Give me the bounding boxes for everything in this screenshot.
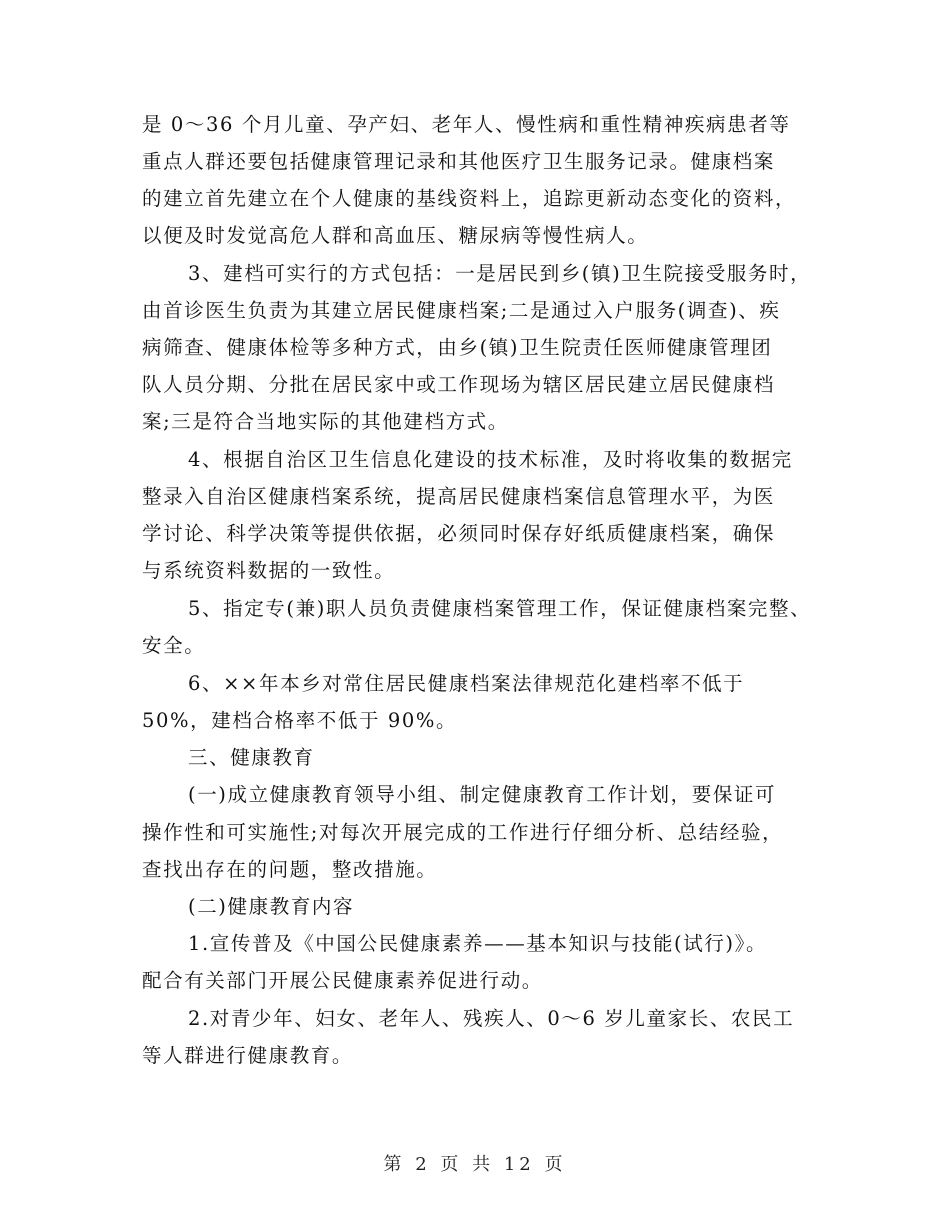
paragraph-line: 以便及时发觉高危人群和高血压、糖尿病等慢性病人。 [142,224,649,247]
paragraph-line: 配合有关部门开展公民健康素养促进行动。 [142,969,543,992]
paragraph-line: 与系统资料数据的一致性。 [142,559,396,582]
paragraph-line: 4、根据自治区卫生信息化建设的技术标准，及时将收集的数据完 [188,448,793,471]
paragraph-line: 重点人群还要包括健康管理记录和其他医疗卫生服务记录。健康档案 [142,150,776,173]
paragraph-line: 查找出存在的问题，整改措施。 [142,858,438,881]
paragraph-line: 案;三是符合当地实际的其他建档方式。 [142,410,509,433]
paragraph-line: 安全。 [142,634,206,657]
paragraph-line: 等人群进行健康教育。 [142,1044,354,1067]
paragraph-line: 50%，建档合格率不低于 90%。 [142,709,458,732]
paragraph-line: 是 0～36 个月儿童、孕产妇、老年人、慢性病和重性精神疾病患者等 [142,113,791,136]
paragraph-line: 学讨论、科学决策等提供依据，必须同时保存好纸质健康档案，确保 [142,522,776,545]
paragraph-line: 2.对青少年、妇女、老年人、残疾人、0～6 岁儿童家长、农民工 [188,1007,795,1030]
page-footer: 第 2 页 共 12 页 [383,1154,567,1175]
paragraph-line: 的建立首先建立在个人健康的基线资料上，追踪更新动态变化的资料， [142,187,797,210]
paragraph-line: 5、指定专(兼)职人员负责健康档案管理工作，保证健康档案完整、 [188,597,812,620]
paragraph-line: 由首诊医生负责为其建立居民健康档案;二是通过入户服务(调查)、疾 [142,299,781,322]
paragraph-line: 整录入自治区健康档案系统，提高居民健康档案信息管理水平，为医 [142,485,776,508]
section-heading: 三、健康教育 [188,746,315,769]
paragraph-line: 6、××年本乡对常住居民健康档案法律规范化建档率不低于 [188,672,745,695]
paragraph-line: 病筛查、健康体检等多种方式，由乡(镇)卫生院责任医师健康管理团 [142,336,773,359]
paragraph-line: 操作性和可实施性;对每次开展完成的工作进行仔细分析、总结经验， [142,821,784,844]
paragraph-line: 1.宣传普及《中国公民健康素养——基本知识与技能(试行)》。 [188,932,768,955]
paragraph-line: (一)成立健康教育领导小组、制定健康教育工作计划，要保证可 [188,783,777,806]
paragraph-line: 3、建档可实行的方式包括：一是居民到乡(镇)卫生院接受服务时， [188,262,812,285]
subsection-heading: (二)健康教育内容 [188,895,355,918]
paragraph-line: 队人员分期、分批在居民家中或工作现场为辖区居民建立居民健康档 [142,373,776,396]
